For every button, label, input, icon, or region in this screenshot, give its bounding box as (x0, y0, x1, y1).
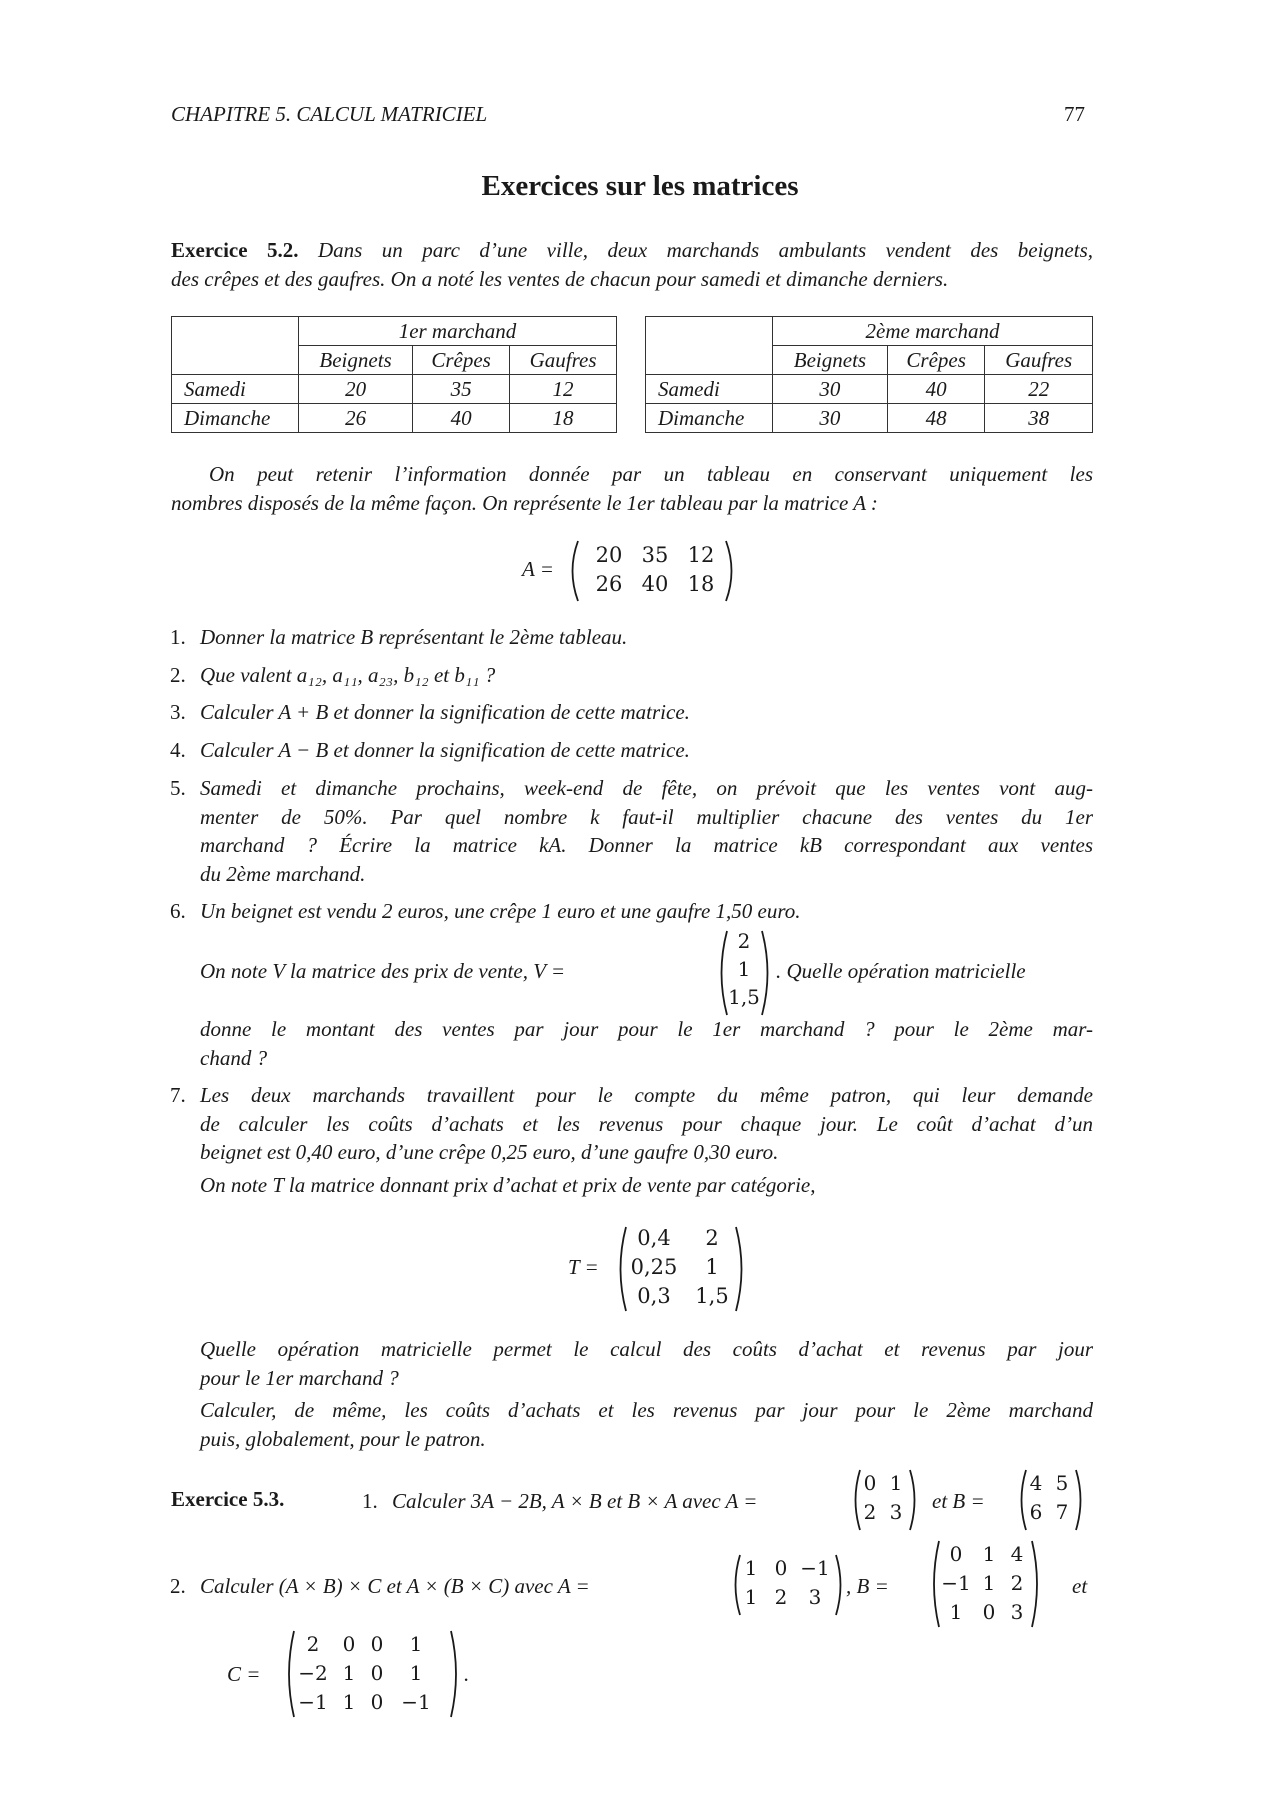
table-1er-marchand (171, 316, 617, 433)
matrix-cell: 1 (705, 1255, 719, 1279)
matrix-cell: 0,25 (630, 1255, 678, 1279)
matrix-cell: 0 (370, 1632, 384, 1656)
matrix-cell: 1 (342, 1661, 356, 1685)
matrix-cell: −1 (941, 1571, 971, 1595)
list-item: 2. Que valent a₁₂, a₁₁, a₂₃, b₁₂ et b₁₁ ? (170, 663, 496, 687)
q6-line2-right: . Quelle opération matricielle (776, 959, 1026, 983)
list-item: 7. Les deux marchands travaillent pour le compte du même patron, qui leur demande de calculer les coûts d’achats et les revenus pour chaque jour. Le coût d’achat d’un beignet est 0,40 euro, d’une crêpe 0,25 euro, d’une gaufre 0,30 euro. On note T la matrice donnant prix d’achat et prix de vente par catégorie, (170, 1083, 1093, 1197)
matrix-cell: 1 (982, 1571, 996, 1595)
table1-title: 1er marchand (299, 317, 617, 346)
table-corner (646, 317, 773, 346)
matrix-cell: 1 (744, 1556, 758, 1580)
para-line2: nombres disposés de la même façon. On représente le 1er tableau par la matrice A : (171, 490, 878, 515)
q6-line2-left: On note V la matrice des prix de vente, V = (200, 959, 566, 983)
matrix-cell: −1 (401, 1690, 431, 1714)
table2-cell: 38 (985, 404, 1093, 433)
table2-title: 2ème marchand (773, 317, 1093, 346)
table1-cell: 12 (510, 375, 617, 404)
matrix-cell: 1 (949, 1600, 963, 1624)
table-row (646, 404, 1093, 433)
matrix-c-lhs: C = (227, 1662, 261, 1686)
matrix-cell: 40 (641, 572, 669, 596)
matrix-cell: 2 (774, 1585, 788, 1609)
matrix-cell: −1 (800, 1556, 830, 1580)
table1-col: Gaufres (510, 346, 617, 375)
matrix-cell: 3 (808, 1585, 822, 1609)
ex52-intro-line1: Dans un parc d’une ville, deux marchands ambulants vendent des beignets, (317, 238, 1093, 262)
matrix-cell: 35 (641, 543, 669, 567)
right-paren-icon (1074, 1469, 1086, 1531)
table1-cell: 20 (299, 375, 413, 404)
matrix-cell: 6 (1029, 1500, 1043, 1524)
right-paren-icon (734, 1226, 748, 1312)
ex52-paragraph (171, 460, 1093, 517)
matrix-cell: 1 (342, 1690, 356, 1714)
section-title: Exercices sur les matrices (481, 170, 799, 202)
list-item: 4. Calculer A − B et donner la signification de cette matrice. (170, 738, 690, 762)
matrix-cell: 2 (1010, 1571, 1024, 1595)
table-corner (646, 346, 773, 375)
list-item: 1. Donner la matrice B représentant le 2ème tableau. (170, 625, 628, 649)
matrix-cell: 1 (744, 1585, 758, 1609)
matrix-cell: 2 (737, 929, 751, 953)
matrix-cell: 26 (595, 572, 623, 596)
table2-cell: 30 (773, 404, 888, 433)
matrix-cell: 1 (737, 957, 751, 981)
right-paren-icon (760, 930, 774, 1016)
matrix-cell: 7 (1055, 1500, 1069, 1524)
ex53-q1-et: et B = (932, 1489, 985, 1513)
table-row (172, 404, 617, 433)
table-row (172, 375, 617, 404)
table1-row-label: Dimanche (172, 404, 299, 433)
ex52-intro-line2: des crêpes et des gaufres. On a noté les ventes de chacun pour samedi et dimanche derniers. (171, 266, 949, 291)
matrix-cell: 0 (949, 1542, 963, 1566)
matrix-cell: 0 (774, 1556, 788, 1580)
matrix-cell: 4 (1010, 1542, 1024, 1566)
matrix-cell: 3 (1010, 1600, 1024, 1624)
table-corner (172, 346, 299, 375)
table2-col: Crêpes (887, 346, 985, 375)
matrix-cell: 0 (342, 1632, 356, 1656)
table2-row-label: Dimanche (646, 404, 773, 433)
matrix-cell: 1 (409, 1632, 423, 1656)
matrix-cell: 0 (370, 1661, 384, 1685)
matrix-cell: −2 (298, 1661, 328, 1685)
right-paren-icon (908, 1469, 920, 1531)
table1-col: Crêpes (413, 346, 510, 375)
table1-cell: 40 (413, 404, 510, 433)
matrix-cell: 2 (306, 1632, 320, 1656)
matrix-cell: −1 (298, 1690, 328, 1714)
matrix-cell: 12 (687, 543, 715, 567)
right-paren-icon (1030, 1540, 1043, 1628)
matrix-cell: 0 (370, 1690, 384, 1714)
table2-col: Beignets (773, 346, 888, 375)
right-paren-icon (449, 1630, 462, 1718)
list-item: donne le montant des ventes par jour pour le 1er marchand ? pour le 2ème mar- chand ? (200, 1017, 1093, 1070)
matrix-cell: 1 (982, 1542, 996, 1566)
matrix-cell: 0,3 (637, 1284, 671, 1308)
right-paren-icon (834, 1554, 846, 1616)
matrix-cell: 4 (1029, 1471, 1043, 1495)
table2-cell: 30 (773, 375, 888, 404)
table1-cell: 35 (413, 375, 510, 404)
ex52-label: Exercice 5.2. (171, 238, 299, 262)
left-paren-icon (566, 540, 580, 602)
ex53-q2: 2. Calculer (A × B) × C et A × (B × C) avec A = (170, 1574, 590, 1598)
list-item: 5. Samedi et dimanche prochains, week-end de fête, on prévoit que les ventes vont aug- menter de 50%. Par quel nombre k faut-il multiplier chacune des ventes du 1er marchand ? Écrire la matrice kA. Donner la matrice kB correspondant aux ventes du 2ème marchand. (170, 776, 1093, 886)
table-row (646, 375, 1093, 404)
matrix-cell: 1,5 (695, 1284, 729, 1308)
left-paren-icon (614, 1226, 628, 1312)
running-header: CHAPITRE 5. CALCUL MATRICIEL (171, 102, 488, 126)
list-item: 3. Calculer A + B et donner la signification de cette matrice. (170, 700, 690, 724)
matrix-c-end: . (464, 1662, 470, 1686)
matrix-cell: 0,4 (637, 1226, 671, 1250)
ex52-intro (171, 236, 1093, 293)
table1-col: Beignets (299, 346, 413, 375)
table2-cell: 40 (887, 375, 985, 404)
page-number: 77 (1064, 102, 1085, 126)
table1-row-label: Samedi (172, 375, 299, 404)
ex53-label: Exercice 5.3. (171, 1487, 285, 1511)
matrix-t-lhs: T = (568, 1255, 599, 1279)
table2-row-label: Samedi (646, 375, 773, 404)
table1-cell: 26 (299, 404, 413, 433)
table-corner (172, 317, 299, 346)
list-item: Quelle opération matricielle permet le calcul des coûts d’achat et revenus par jour pour le 1er marchand ? Calculer, de même, les coûts d’achats et les revenus par jour pour le 2ème marchand puis, globalement, pour le patron. (200, 1337, 1093, 1451)
matrix-cell: 2 (705, 1226, 719, 1250)
matrix-cell: 2 (863, 1500, 877, 1524)
right-paren-icon (724, 540, 738, 602)
matrix-cell: 5 (1055, 1471, 1069, 1495)
matrix-cell: 20 (595, 543, 623, 567)
list-item: 6. Un beignet est vendu 2 euros, une crêpe 1 euro et une gaufre 1,50 euro. (170, 899, 801, 923)
table2-cell: 22 (985, 375, 1093, 404)
matrix-cell: 1,5 (728, 985, 760, 1009)
matrix-a-lhs: A = (522, 557, 554, 581)
matrix-cell: 1 (409, 1661, 423, 1685)
ex53-q1: 1. Calculer 3A − 2B, A × B et B × A avec A = (362, 1489, 758, 1513)
table2-cell: 48 (887, 404, 985, 433)
matrix-cell: 18 (687, 572, 715, 596)
para-line1: On peut retenir l’information donnée par un tableau en conservant uniquement les (209, 462, 1093, 486)
table2-col: Gaufres (985, 346, 1093, 375)
table1-cell: 18 (510, 404, 617, 433)
table-2eme-marchand (645, 316, 1093, 433)
matrix-cell: 1 (889, 1471, 903, 1495)
matrix-cell: 3 (889, 1500, 903, 1524)
ex53-q2-b-lhs: , B = (846, 1574, 889, 1598)
ex53-q2-et: et (1072, 1574, 1088, 1598)
matrix-cell: 0 (863, 1471, 877, 1495)
matrix-cell: 0 (982, 1600, 996, 1624)
